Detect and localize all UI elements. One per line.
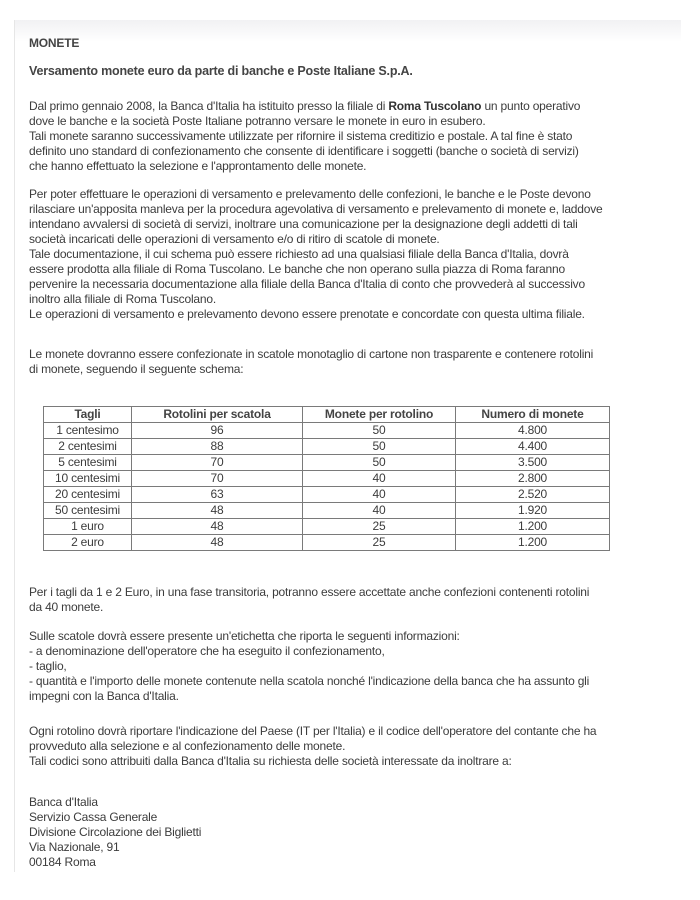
table-cell: 4.400 [456, 439, 610, 455]
paragraph-packaging [29, 347, 674, 377]
table-row [44, 439, 610, 455]
text-line: Tali codici sono attribuiti dalla Banca d'Italia su richiesta delle società interessate da inoltrare a: [29, 754, 512, 768]
table-cell: 2 euro [44, 535, 132, 551]
table-cell: 1.920 [456, 503, 610, 519]
table-cell: 40 [303, 487, 456, 503]
table-cell: 70 [132, 455, 303, 471]
text-line: società incaricati delle operazioni di versamento e/o di ritiro di scatole di monete. [29, 232, 440, 246]
text-line: definito uno standard di confezionamento che consente di identificare i soggetti (banche o società di servizi) [29, 144, 579, 158]
paragraph-label-info [29, 629, 674, 704]
table-cell: 50 [303, 439, 456, 455]
table-row [44, 503, 610, 519]
text-line: che hanno effettuato la selezione e l'approntamento delle monete. [29, 159, 367, 173]
table-cell: 50 [303, 455, 456, 471]
table-cell: 40 [303, 471, 456, 487]
table-cell: 25 [303, 519, 456, 535]
column-header: Monete per rotolino [303, 407, 456, 423]
address-line: Servizio Cassa Generale [29, 810, 158, 824]
page-title: Versamento monete euro da parte di banche e Poste Italiane S.p.A. [29, 64, 413, 78]
paragraph-transitional [29, 585, 674, 615]
table-cell: 5 centesimi [44, 455, 132, 471]
table-cell: 2.800 [456, 471, 610, 487]
table-cell: 50 centesimi [44, 503, 132, 519]
table-cell: 63 [132, 487, 303, 503]
text-line: Le operazioni di versamento e prelevamento devono essere prenotate e concordate con questa ultima filiale. [29, 307, 585, 321]
list-item: - taglio, [29, 659, 67, 673]
branch-name: Roma Tuscolano [388, 99, 482, 113]
text-line: inoltro alla filiale di Roma Tuscolano. [29, 292, 216, 306]
table-cell: 50 [303, 423, 456, 439]
text-line: impegni con la Banca d'Italia. [29, 689, 179, 703]
table-cell: 1 euro [44, 519, 132, 535]
postal-address [29, 795, 674, 870]
table-cell: 1 centesimo [44, 423, 132, 439]
paragraph-roll-codes [29, 724, 674, 769]
table-cell: 70 [132, 471, 303, 487]
text-line: Le monete dovranno essere confezionate in scatole monotaglio di cartone non trasparente e contenere rotolini [29, 347, 594, 361]
table-cell: 48 [132, 535, 303, 551]
column-header: Rotolini per scatola [132, 407, 303, 423]
text-line: Sulle scatole dovrà essere presente un'etichetta che riporta le seguenti informazioni: [29, 629, 460, 643]
table-header-row [44, 407, 610, 423]
text-line: Per poter effettuare le operazioni di versamento e prelevamento delle confezioni, le banche e le Poste devono [29, 187, 591, 201]
text-line: Tali monete saranno successivamente utilizzate per rifornire il sistema creditizio e postale. A tal fine è stato [29, 129, 573, 143]
table-row [44, 535, 610, 551]
paragraph-procedure [29, 187, 674, 322]
column-header: Tagli [44, 407, 132, 423]
table-cell: 1.200 [456, 519, 610, 535]
table-cell: 88 [132, 439, 303, 455]
text-line: essere prodotta alla filiale di Roma Tuscolano. Le banche che non operano sulla piazza di Roma faranno [29, 262, 565, 276]
address-line: 00184 Roma [29, 855, 96, 869]
table-cell: 10 centesimi [44, 471, 132, 487]
text-line: Per i tagli da 1 e 2 Euro, in una fase transitoria, potranno essere accettate anche confezioni contenenti rotolini [29, 585, 590, 599]
paragraph-intro [29, 99, 674, 174]
list-item: - quantità e l'importo delle monete contenute nella scatola nonché l'indicazione della banca che ha assunto gli [29, 674, 590, 688]
table-cell: 3.500 [456, 455, 610, 471]
text-line: pervenire la necessaria documentazione alla filiale della Banca d'Italia di conto che provvederà al successivo [29, 277, 585, 291]
table-cell: 96 [132, 423, 303, 439]
coin-packaging-table [43, 406, 610, 551]
table-cell: 48 [132, 503, 303, 519]
address-line: Via Nazionale, 91 [29, 840, 120, 854]
table-cell: 4.800 [456, 423, 610, 439]
address-line: Divisione Circolazione dei Biglietti [29, 825, 202, 839]
table-cell: 48 [132, 519, 303, 535]
text-line: provveduto alla selezione e al confezionamento delle monete. [29, 739, 346, 753]
table-row [44, 487, 610, 503]
table-row [44, 519, 610, 535]
text-line: Dal primo gennaio 2008, la Banca d'Italia ha istituito presso la filiale di Roma Tuscolano un punto operativo [29, 99, 581, 113]
table-cell: 40 [303, 503, 456, 519]
address-line: Banca d'Italia [29, 795, 98, 809]
text-line: Ogni rotolino dovrà riportare l'indicazione del Paese (IT per l'Italia) e il codice dell'operatore del contante che ha [29, 724, 597, 738]
text-line: dove le banche e la società Poste Italiane potranno versare le monete in euro in esubero. [29, 114, 486, 128]
table-cell: 25 [303, 535, 456, 551]
table-cell: 1.200 [456, 535, 610, 551]
table-row [44, 471, 610, 487]
table-cell: 20 centesimi [44, 487, 132, 503]
table-cell: 2 centesimi [44, 439, 132, 455]
table-row [44, 423, 610, 439]
list-item: - a denominazione dell'operatore che ha eseguito il confezionamento, [29, 644, 385, 658]
text-line: da 40 monete. [29, 600, 104, 614]
column-header: Numero di monete [456, 407, 610, 423]
text-line: Tale documentazione, il cui schema può essere richiesto ad una qualsiasi filiale della Banca d'Italia, dovrà [29, 247, 569, 261]
table-cell: 2.520 [456, 487, 610, 503]
content-panel [14, 20, 681, 872]
section-title: MONETE [29, 36, 80, 50]
text-line: rilasciare un'apposita manleva per la procedura agevolativa di versamento e prelevamento di monete e, laddove [29, 202, 603, 216]
table-row [44, 455, 610, 471]
text-line: intendano avvalersi di società di servizi, inoltrare una comunicazione per la designazione degli addetti di tali [29, 217, 578, 231]
text-line: di monete, seguendo il seguente schema: [29, 362, 244, 376]
